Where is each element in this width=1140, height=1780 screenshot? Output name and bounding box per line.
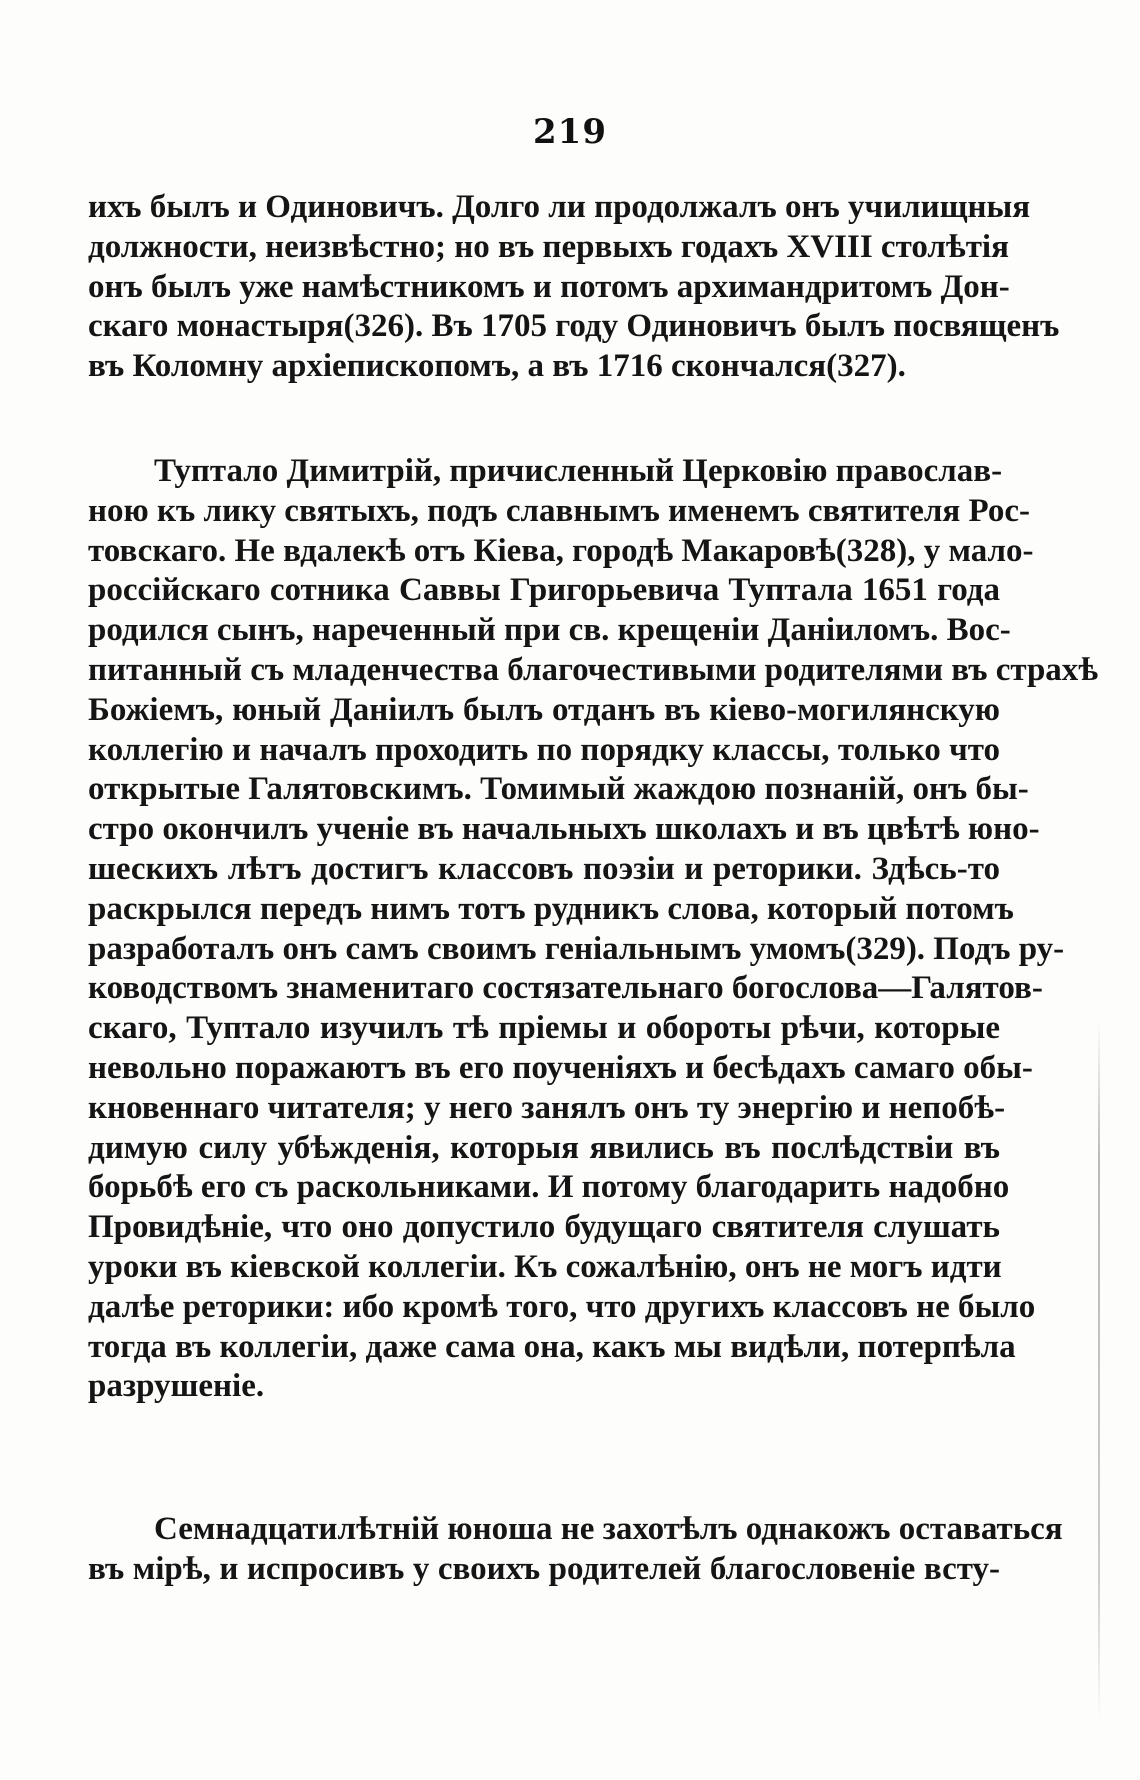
text-line: коллегію и началъ проходить по порядку классы, только что	[88, 731, 1000, 768]
text-line: скаго, Туптало изучилъ тѣ пріемы и обороты рѣчи, которые	[88, 1010, 1000, 1047]
text-line: борьбѣ его съ раскольниками. И потому благодарить надобно	[88, 1169, 1010, 1206]
text-line: Туптало Димитрій, причисленный Церковію православ-	[154, 453, 1003, 489]
text-line: должности, неизвѣстно; но въ первыхъ годахъ XVIII столѣтія	[88, 228, 1009, 265]
text-line: Божіемъ, юный Даніилъ былъ отданъ въ кіево-могилянскую	[88, 691, 1000, 728]
text-line: родился сынъ, нареченный при св. крещеніи Даніиломъ. Вос-	[88, 612, 1011, 649]
text-line: скаго монастыря(326). Въ 1705 году Одиновичъ былъ посвященъ	[88, 308, 1060, 345]
text-line: раскрылся передъ нимъ тотъ рудникъ слова, который потомъ	[88, 890, 1014, 927]
text-line: россійскаго сотника Саввы Григорьевича Туптала 1651 года	[88, 572, 1000, 609]
text-line: шескихъ лѣтъ достигъ классовъ поэзіи и реторики. Здѣсь-то	[88, 850, 1000, 887]
text-line: ною къ лику святыхъ, подъ славнымъ именемъ святителя Рос-	[88, 492, 1030, 529]
text-line: онъ былъ уже намѣстникомъ и потомъ архимандритомъ Дон-	[88, 268, 1010, 305]
scan-edge-shadow	[1098, 1020, 1100, 1720]
text-line: питанный съ младенчества благочестивыми родителями въ страхѣ	[88, 651, 1099, 688]
text-line: разработалъ онъ самъ своимъ геніальнымъ умомъ(329). Подъ ру-	[88, 930, 1065, 967]
page-number: 219	[533, 112, 607, 152]
text-line: далѣе реторики: ибо кромѣ того, что другихъ классовъ не было	[88, 1288, 1036, 1325]
text-line: невольно поражаютъ въ его поученіяхъ и бесѣдахъ самаго обы-	[88, 1049, 1033, 1086]
text-line: разрушеніе.	[88, 1368, 265, 1405]
text-line: Провидѣніе, что оно допустило будущаго святителя слушать	[88, 1209, 1000, 1246]
text-line: стро окончилъ ученіе въ начальныхъ школахъ и въ цвѣтѣ юно-	[88, 811, 1040, 848]
text-line: ководствомъ знаменитаго состязательнаго богослова—Галятов-	[88, 970, 1043, 1007]
paragraph-2	[88, 452, 1099, 1407]
text-line: ихъ былъ и Одиновичъ. Долго ли продолжалъ онъ училищныя	[88, 189, 1031, 225]
text-line: уроки въ кіевской коллегіи. Къ сожалѣнію, онъ не могъ идти	[88, 1248, 1002, 1285]
paragraph-1	[88, 188, 1060, 387]
text-line: товскаго. Не вдалекѣ отъ Кіева, городѣ Макаровѣ(328), у мало-	[88, 532, 1034, 569]
text-line: открытые Галятовскимъ. Томимый жаждою познаній, онъ бы-	[88, 771, 1029, 808]
paragraph-3	[88, 1510, 1063, 1590]
text-line: тогда въ коллегіи, даже сама она, какъ мы видѣли, потерпѣла	[88, 1328, 1016, 1365]
text-line: въ мірѣ, и испросивъ у своихъ родителей благословеніе всту-	[88, 1550, 1000, 1587]
text-line: въ Коломну архіепископомъ, а въ 1716 скончался(327).	[88, 348, 906, 385]
text-line: Семнадцатилѣтній юноша не захотѣлъ однакожъ оставаться	[154, 1511, 1063, 1547]
text-line: кновеннаго читателя; у него занялъ онъ ту энергію и непобѣ-	[88, 1089, 1006, 1126]
text-line: димую силу убѣжденія, которыя явились въ послѣдствіи въ	[88, 1129, 1000, 1166]
